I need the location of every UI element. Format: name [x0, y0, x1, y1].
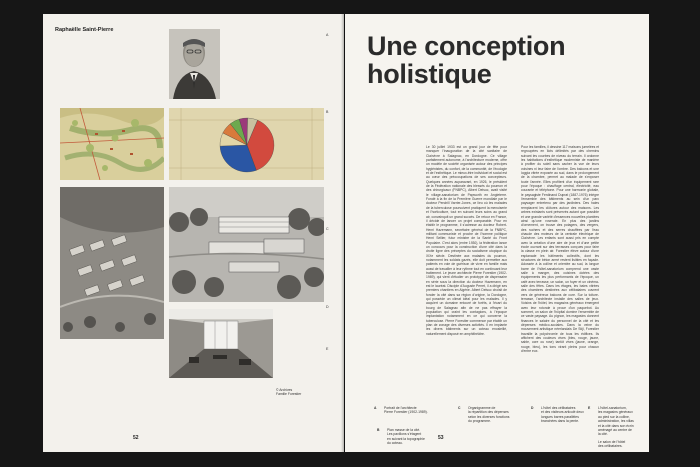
- figure-letter-d: D: [326, 305, 329, 309]
- body-column-1: Le 30 juillet 1933 est un grand jour de fête pour manquer l'inauguration de la cité sanitaire de Clairvivre à Salagnac, en Dordogne. Ce village parfaitement autonome, à l'architecture moderne, offre un modèle de société organisée autour des principes hygiénistes, du confort, de la communité, de l'écologie et de l'esthétique. Le mieux-être individuel et social est au cœur des préoccupations de ses concepteurs. Quelques années auparavant, en 1926, le président de la Fédération nationale des blessés du poumon et des chirurgicaux (FNBPC), Albert Delsuc, avait visité le village-sanatorium de Papworth en Angleterre. Fondé à la fin de la Première Guerre mondiale par le docteur Pendrill Varrier-Jones, ce lieu où les malades de la tuberculose poursuivent pratiquent la menuiserie et l'horticulture, tout en suivant leurs soins au grand air, convainquit un grand succès. De retour en France, il décide de lancer un projet comparable. Pour en établir le programme, il s'adresse au docteur Robert-Henri Hazemann, secrétaire général de la FNBPC, militant communiste et proche de l'homme politique Henri Sellier, futur ministre de la Santé du Front Populaire. C'est alors (entre 1930), la fédération lance un concours pour la construction d'une cité dans la droite ligne des préceptes du socialisme utopique du XIXe siècle. Destinée aux malades du poumon, notamment les soldats gazés, elle doit permettre aux patients en voie de guérison de vivre en famille mais aussi de travailler à leur rythme tout en continuant leur traitement. Le jeune architecte Pierre Forestier (1902-1989), qui vient d'étudier un prototype de dispensaire en série sous la direction du docteur Hazemann, en est le lauréat. Disciple d'Auguste Perret, il a dirigé ses premiers chantiers en Algérie. Albert Delsuc choisit de fonder la cité dans sa région d'origine, la Dordogne, qui possède un climat idéal pour les malades. Il y acquiert un domaine entouré de forêts, à l'écart du bourg de Salagnac afin de ne pas effrayer la population qui craint les contagions, à l'époque implantation notamment en ce qui concerne la tuberculose. Pierre Forestier commence par établir un plan de zonage des diverses activités. Il en implante les divers bâtiments sur un coteau enosleillé, naturellement disposé en amphithéâtre.: [426, 145, 507, 336]
- page-number-right: 53: [438, 435, 444, 441]
- caption-f-text: Le salon de l'hôtel des célibataires.: [598, 439, 626, 449]
- architect-portrait: [169, 29, 220, 99]
- caption-b-letter: B: [377, 428, 380, 432]
- title-line-2: holistique: [367, 59, 492, 89]
- caption-e-letter: E: [588, 406, 591, 410]
- page-number-left: 52: [133, 435, 139, 441]
- caption-a: [374, 406, 428, 415]
- caption-c: [458, 406, 510, 424]
- figure-letter-e: E: [326, 347, 329, 351]
- figure-letter-c: C: [326, 227, 329, 231]
- caption-c-text: Organigramme de la répartition des dépenses selon les diverses fonctions du programme.: [468, 406, 510, 424]
- figure-letter-b: B: [326, 110, 329, 114]
- caption-b-text: Plan masse de la cité. Les pavillons s'étagent en suivant la topographie du coteau.: [387, 428, 425, 446]
- photo-hotel-buildings: [169, 187, 324, 302]
- photo-credit: [276, 388, 301, 397]
- pie-slices: [220, 118, 274, 172]
- caption-d: [531, 406, 584, 424]
- chapter-title: [367, 32, 565, 88]
- caption-d-text: L'hôtel des célibataires et des visiteurs articulé deux longues barres parallèles branchées dans la pente.: [541, 406, 584, 424]
- caption-d-letter: D: [531, 406, 534, 410]
- aerial-photo-housing: [60, 187, 164, 339]
- expense-pie-chart: [169, 108, 324, 180]
- caption-a-text: Portrait de l'architecte Pierre Forestier (1902-1989).: [384, 406, 428, 415]
- figure-letter-a: A: [326, 33, 329, 37]
- body-column-2: Pour les familles, il dessine 117 maisons jumelées et regroupées en îlots délimités par des chemins suivant les courbes de niveau du terrain. Il ordonne les habitations d'esthétique moderniste de manière à profiter du soleil sans cacher la vue de leurs voisines ni leur faire de l'ombre. Des balcons et une loggia vitrée exposée au sud, dans le prolongement de la chambre, permet au malade de s'exposer toute l'année. Elles profitent d'un équipement rare pour l'époque : chauffage central, électricité, eau courante et téléphone. Pour une harmonie globale, le paysagiste Ferdinand Duprat (1887-1976) intègre l'ensemble des bâtiments au sein d'un parc paysager entretenu par des jardiniers. Des haies remplacent les clôtures autour des maisons. Les arbres existants sont préservés autant que possible et une grande variété d'essences nouvelles plantées ainsi qu'une roseraie. En plus des jardins d'ornement, on trouve des potagers, des vergers, des ruchers et des serres chauffées par l'eau chaude des moteurs de la centrale électrique de Clairvivre. Les enfants sont aussi pris en compte avec la création d'une aire de jeux et d'une petite école ouvrant sur des terrasses conçues pour faire la classe en plein air. Forestier élève autour d'une esplanade les bâtiments collectifs, dont les structures de béton armé restent lisibles en façade. Adossée à la colline et orientée au sud, la longue barre de l'hôtel-sanatorium comprend une vaste salle à manger, des cuisines dotées des équipements les plus performants de l'époque, un café avec terrasse, un salon, un foyer et un cinéma-salle des fêtes. Dans les étages, les baies vitrées des chambres destinées aux célibataires ouvrent vers de généreux balcons de cure. Sur la toiture-terrasse, l'architecte installe des salles de jeux. Voisins de l'hôtel, les magasins généraux émergent avec leur rotonde à proue d'un paquebot. Au sommet, un salon de l'hôpital domine l'ensemble de ce vaste paysage. Au pignon, les magasins donnent finances le salaire du personnel de la cité et les dépenses médico-sociales. Dans la veine du mouvement artistique néerlandais De Stijl, Forestier travaille la polychromie de tous les édifices. Ils affichent des couleurs vives (bleu, rouge, jaune, sable, ocre ou rose) tantôt vives (jaune, orange, rouge, bleu), les tons virant pleins pour chacun d'entre eux.: [521, 145, 599, 354]
- site-plan-map: [60, 108, 164, 180]
- photo-credit-text: © Archives Famille Forestier: [276, 388, 302, 397]
- caption-b: [377, 428, 425, 446]
- right-page: [345, 14, 649, 452]
- caption-e: [588, 406, 634, 449]
- caption-e-text: L'hôtel-sanatorium, les magasins généraux au pied sur la colline, administration, les villas et la cité dans son écrin aménagé au centre de la cité.: [598, 406, 634, 437]
- author-name: Raphaëlle Saint-Pierre: [55, 27, 114, 33]
- title-line-1: Une conception: [367, 31, 566, 61]
- caption-a-letter: A: [374, 406, 377, 410]
- caption-c-letter: C: [458, 406, 461, 410]
- photo-salon-interior: [169, 309, 273, 378]
- left-page: [43, 14, 344, 452]
